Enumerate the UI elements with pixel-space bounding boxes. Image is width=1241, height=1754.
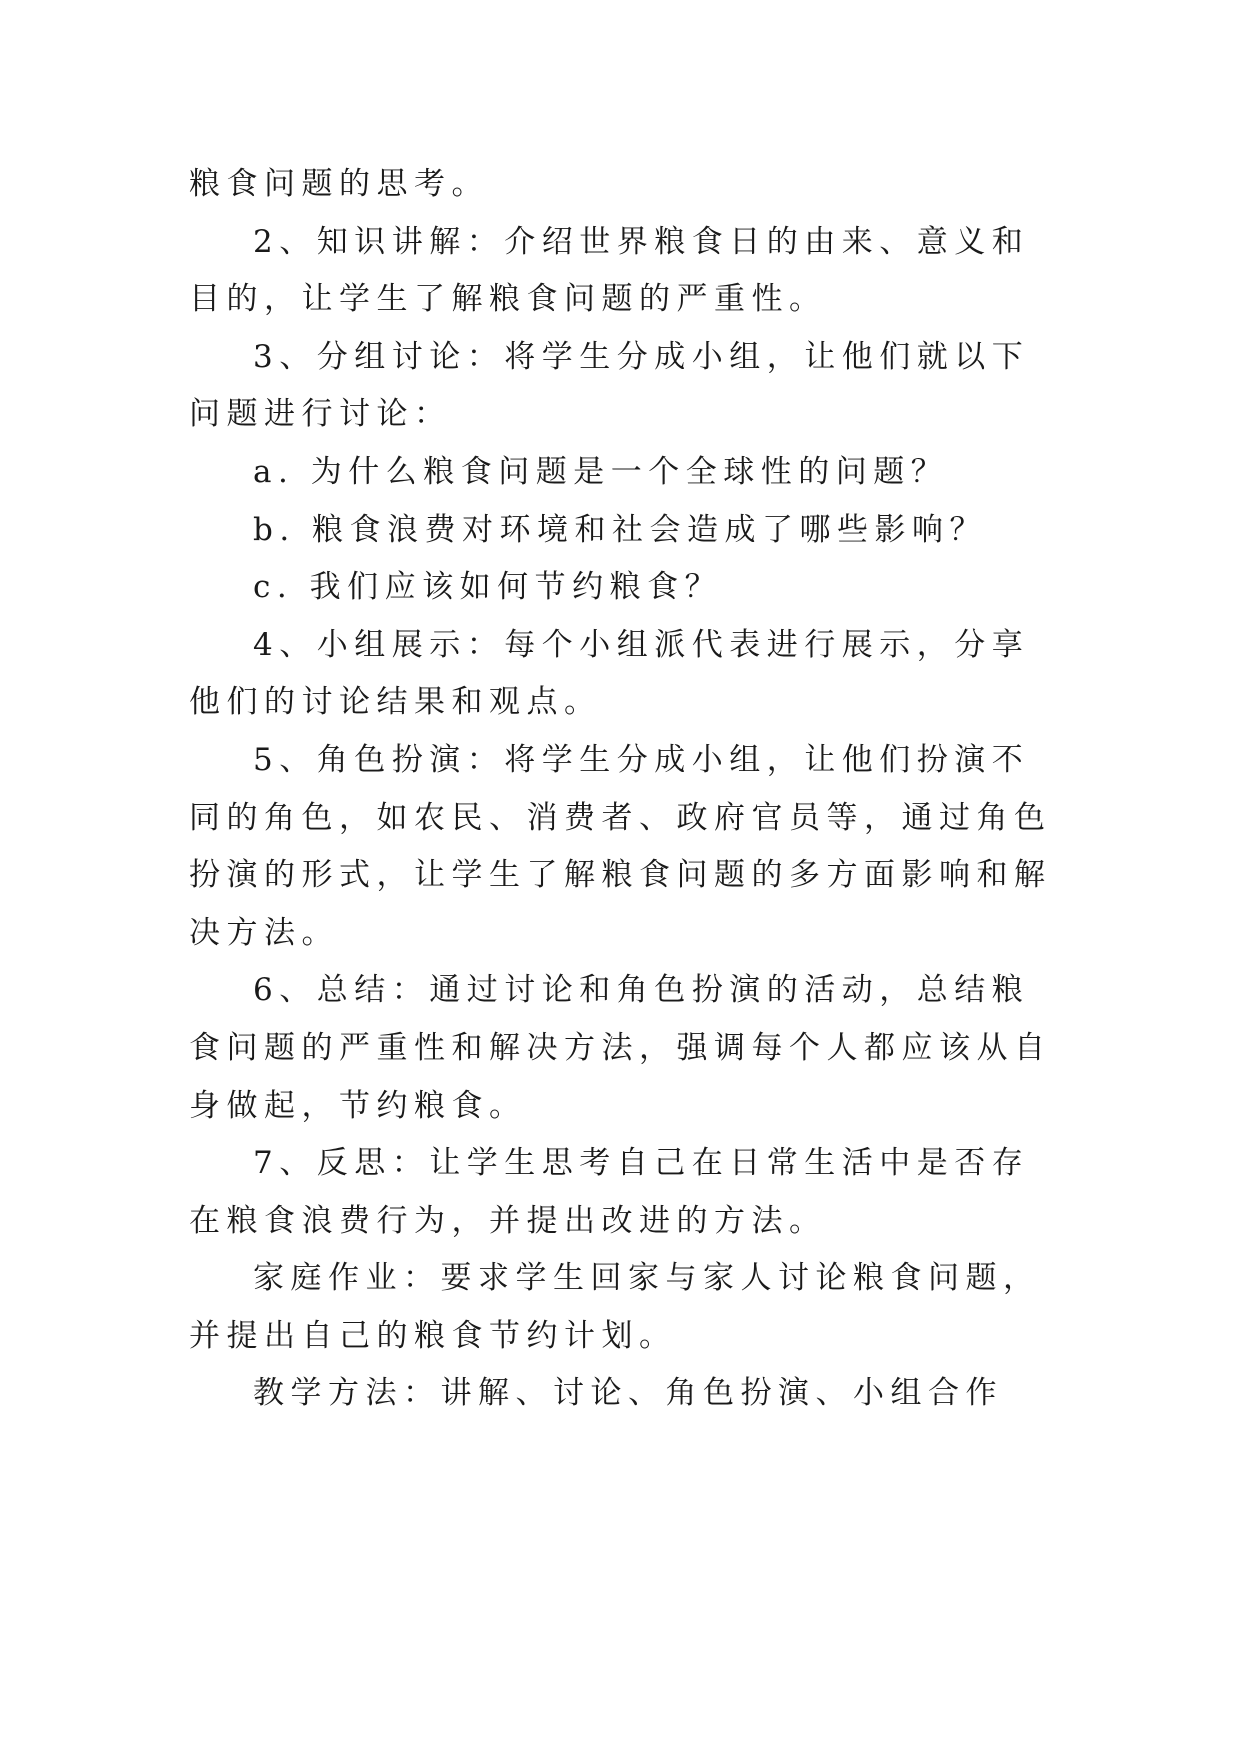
paragraph-question-c: c. 我们应该如何节约粮食？ — [253, 569, 723, 606]
paragraph-teaching-methods: 教学方法：讲解、讨论、角色扮演、小组合作 — [253, 1375, 1003, 1412]
paragraph-step-5: 5、角色扮演：将学生分成小组，让他们扮演不同的角色，如农民、消费者、政府官员等，通过角色扮演的形式，让学生了解粮食问题的多方面影响和解决方法。 — [189, 741, 1052, 951]
paragraph-step-2: 2、知识讲解：介绍世界粮食日的由来、意义和目的，让学生了解粮食问题的严重性。 — [189, 223, 1030, 318]
paragraph-question-a: a. 为什么粮食问题是一个全球性的问题？ — [253, 453, 949, 490]
paragraph-step-4: 4、小组展示：每个小组派代表进行展示，分享他们的讨论结果和观点。 — [189, 626, 1030, 721]
paragraph-continuation: 粮食问题的思考。 — [189, 166, 489, 202]
paragraph-step-7: 7、反思：让学生思考自己在日常生活中是否存在粮食浪费行为，并提出改进的方法。 — [189, 1145, 1030, 1239]
paragraph-step-3: 3、分组讨论：将学生分成小组，让他们就以下问题进行讨论： — [189, 338, 1030, 433]
paragraph-homework: 家庭作业：要求学生回家与家人讨论粮食问题，并提出自己的粮食节约计划。 — [189, 1260, 1041, 1354]
paragraph-step-6: 6、总结：通过讨论和角色扮演的活动，总结粮食问题的严重性和解决方法，强调每个人都应该从自身做起，节约粮食。 — [189, 972, 1052, 1124]
document-body — [189, 156, 1054, 1423]
paragraph-question-b: b. 粮食浪费对环境和社会造成了哪些影响？ — [253, 511, 988, 548]
